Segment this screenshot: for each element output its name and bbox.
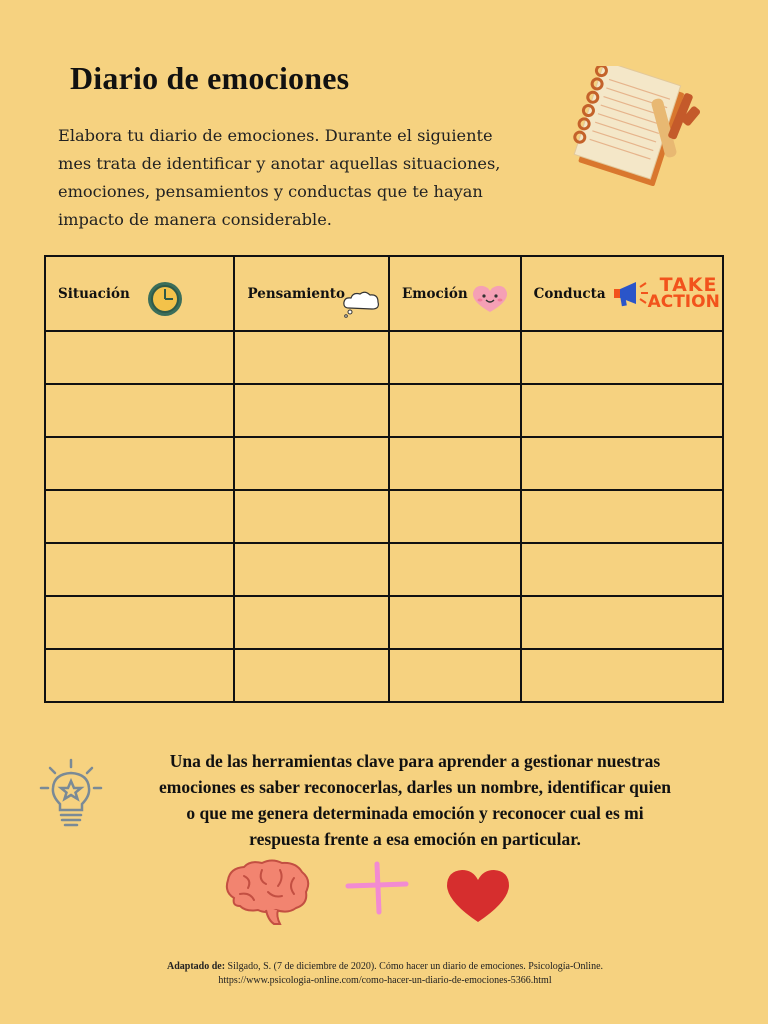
intro-line: emociones, pensamientos y conductas que te hayan bbox=[58, 182, 483, 201]
notebook-icon bbox=[566, 66, 706, 186]
column-label: Conducta bbox=[533, 286, 606, 302]
cell-conducta[interactable] bbox=[521, 384, 723, 437]
cell-emocion[interactable] bbox=[389, 437, 521, 490]
cell-situacion[interactable] bbox=[45, 384, 234, 437]
intro-line: mes trata de identificar y anotar aquellas situaciones, bbox=[58, 154, 501, 173]
table-row bbox=[45, 543, 723, 596]
key-message bbox=[110, 748, 720, 852]
citation-text: Silgado, S. (7 de diciembre de 2020). Cómo hacer un diario de emociones. Psicología-Online. bbox=[227, 961, 604, 972]
cell-situacion[interactable] bbox=[45, 490, 234, 543]
table-row bbox=[45, 384, 723, 437]
lightbulb-icon bbox=[38, 758, 104, 830]
cell-pensamiento[interactable] bbox=[234, 437, 389, 490]
quote-line: Una de las herramientas clave para aprender a gestionar nuestras bbox=[169, 751, 661, 771]
cell-emocion[interactable] bbox=[389, 331, 521, 384]
column-label: Emoción bbox=[401, 286, 468, 302]
column-label: Situación bbox=[58, 286, 130, 302]
column-label: Pensamiento bbox=[247, 286, 346, 302]
cell-situacion[interactable] bbox=[45, 596, 234, 649]
cloud-icon bbox=[341, 290, 381, 318]
column-header-conducta bbox=[521, 256, 723, 331]
table-row bbox=[45, 490, 723, 543]
table-row bbox=[45, 596, 723, 649]
intro-line: impacto de manera considerable. bbox=[58, 210, 332, 229]
cell-emocion[interactable] bbox=[389, 543, 521, 596]
cell-emocion[interactable] bbox=[389, 596, 521, 649]
cell-conducta[interactable] bbox=[521, 543, 723, 596]
cell-conducta[interactable] bbox=[521, 437, 723, 490]
column-header-pensamiento bbox=[234, 256, 389, 331]
quote-line: o que me genera determinada emoción y reconocer cual es mi bbox=[186, 803, 644, 823]
cell-emocion[interactable] bbox=[389, 490, 521, 543]
clock-icon bbox=[144, 281, 186, 317]
column-header-situacion bbox=[45, 256, 234, 331]
intro-line: Elabora tu diario de emociones. Durante el siguiente bbox=[58, 126, 493, 145]
cell-pensamiento[interactable] bbox=[234, 490, 389, 543]
quote-line: emociones es saber reconocerlas, darles un nombre, identificar quien bbox=[158, 777, 671, 797]
citation-url[interactable]: https://www.psicologia-online.com/como-hacer-un-diario-de-emociones-5366.html bbox=[218, 975, 552, 986]
heart-icon bbox=[445, 868, 511, 924]
table-row bbox=[45, 437, 723, 490]
cell-situacion[interactable] bbox=[45, 649, 234, 702]
cell-conducta[interactable] bbox=[521, 331, 723, 384]
cell-conducta[interactable] bbox=[521, 596, 723, 649]
cell-situacion[interactable] bbox=[45, 437, 234, 490]
cell-pensamiento[interactable] bbox=[234, 596, 389, 649]
cell-pensamiento[interactable] bbox=[234, 331, 389, 384]
badge-line: ACTION bbox=[647, 292, 720, 312]
cell-emocion[interactable] bbox=[389, 649, 521, 702]
column-header-emocion bbox=[389, 256, 521, 331]
citation-line bbox=[60, 960, 710, 974]
cell-conducta[interactable] bbox=[521, 490, 723, 543]
cell-conducta[interactable] bbox=[521, 649, 723, 702]
smiling-heart-icon bbox=[470, 284, 510, 314]
table-header-row bbox=[45, 256, 723, 331]
take-action-badge bbox=[647, 274, 720, 312]
intro-paragraph bbox=[58, 122, 538, 234]
table-row bbox=[45, 331, 723, 384]
reference-note bbox=[60, 960, 710, 988]
page-title: Diario de emociones bbox=[70, 60, 350, 96]
brain-icon bbox=[222, 858, 312, 928]
cell-situacion[interactable] bbox=[45, 331, 234, 384]
cell-emocion[interactable] bbox=[389, 384, 521, 437]
cell-pensamiento[interactable] bbox=[234, 649, 389, 702]
cell-pensamiento[interactable] bbox=[234, 384, 389, 437]
quote-line: respuesta frente a esa emoción en particular. bbox=[249, 829, 581, 849]
cell-situacion[interactable] bbox=[45, 543, 234, 596]
badge-line: TAKE bbox=[659, 274, 718, 296]
table-row bbox=[45, 649, 723, 702]
plus-icon bbox=[344, 860, 410, 916]
reference-label: Adaptado de: bbox=[166, 961, 226, 972]
emotions-diary-table bbox=[44, 255, 724, 703]
cell-pensamiento[interactable] bbox=[234, 543, 389, 596]
megaphone-icon bbox=[612, 277, 650, 311]
